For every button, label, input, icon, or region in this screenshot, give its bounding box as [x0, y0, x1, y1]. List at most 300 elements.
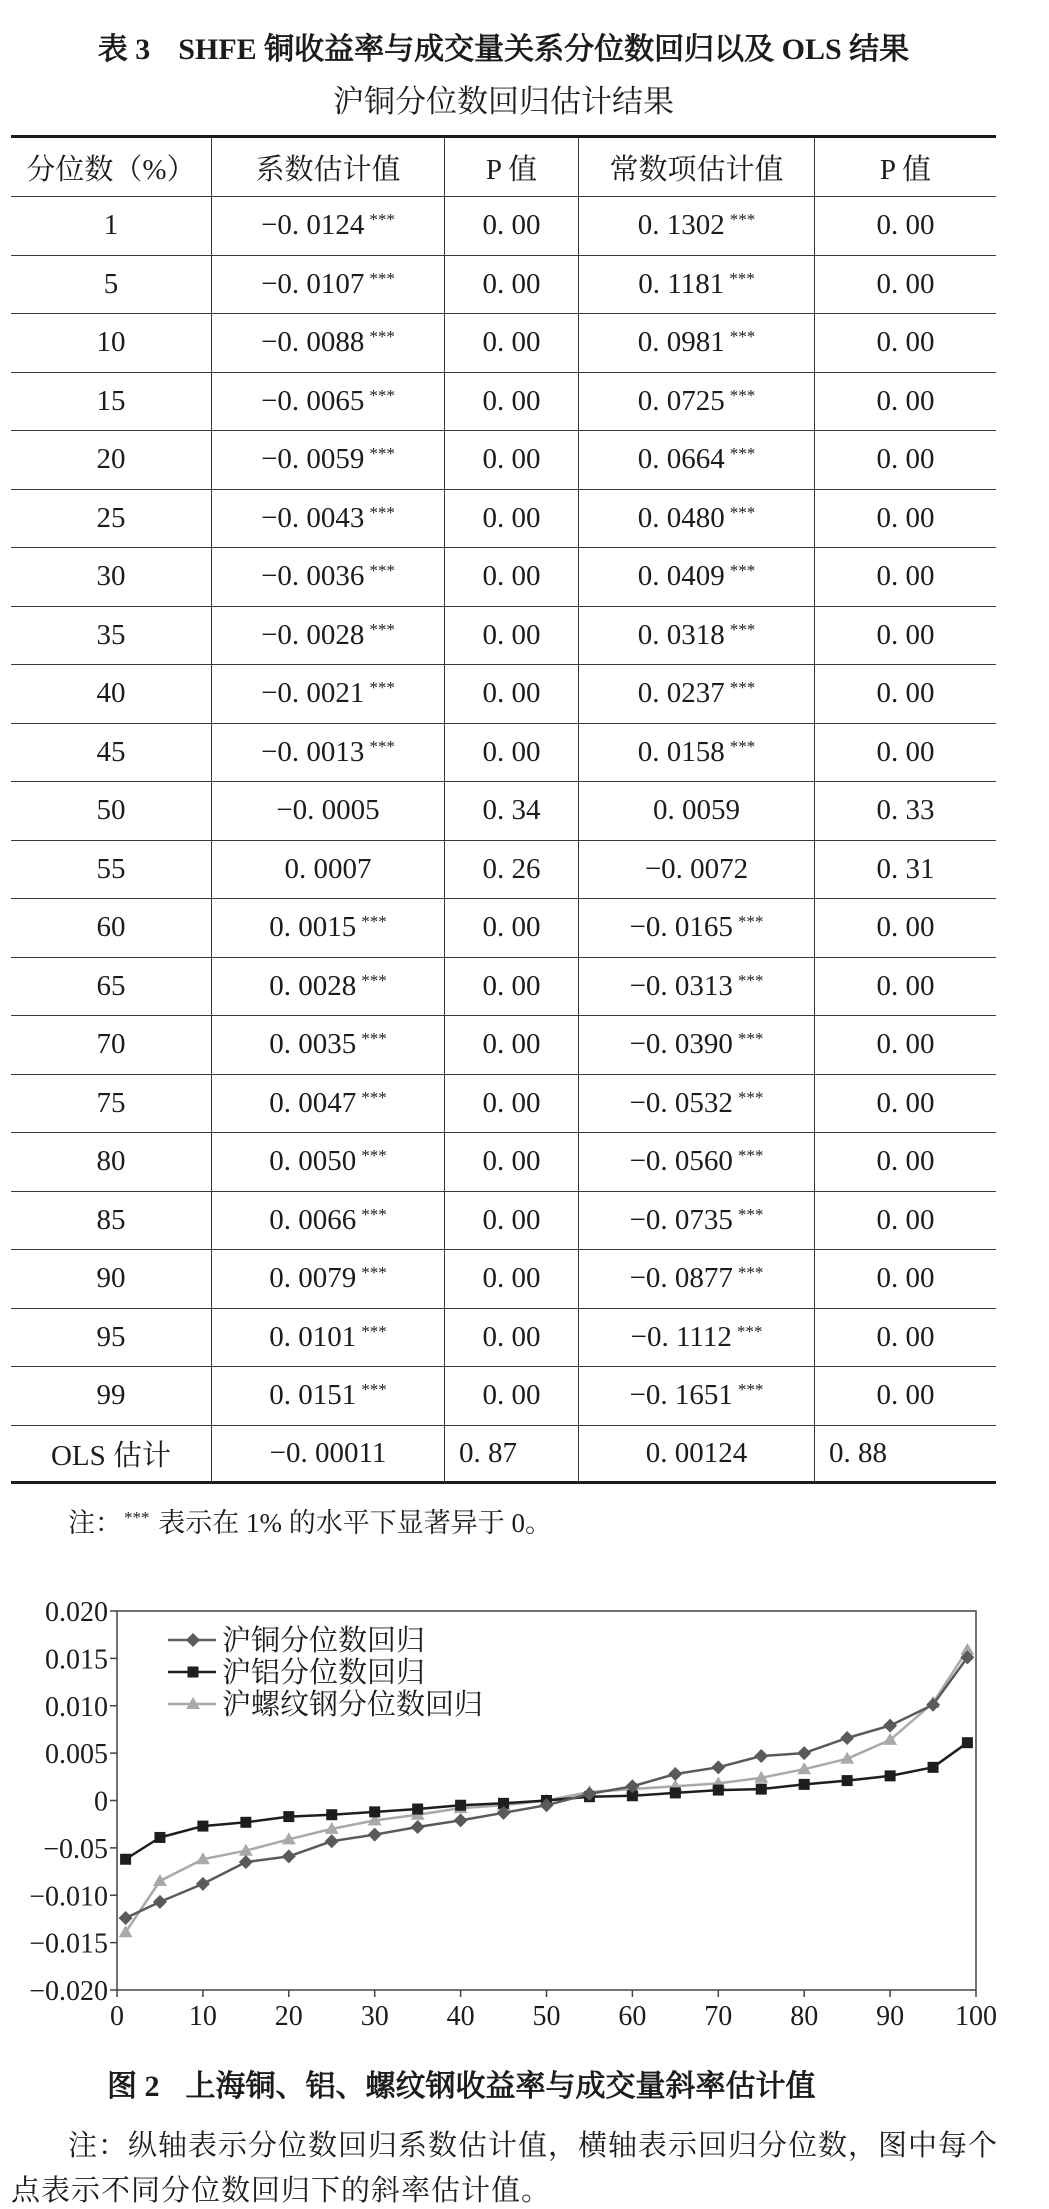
coefficient-cell	[211, 1016, 444, 1074]
quantile-cell	[11, 1250, 211, 1308]
cell-value: −0. 00011	[269, 1436, 387, 1469]
cell-value: 0. 00	[482, 443, 541, 476]
legend-diamond-icon	[186, 1633, 200, 1647]
cell-value: −0. 1112	[630, 1320, 732, 1353]
quantile-cell	[11, 899, 211, 957]
cell-value: 0. 0981	[637, 326, 725, 359]
cell-content	[646, 1437, 748, 1470]
constant-p-cell	[814, 314, 996, 372]
cell-content	[630, 1028, 764, 1061]
table-row	[11, 1016, 996, 1075]
cell-value: 0. 87	[459, 1436, 517, 1469]
series-0-point	[668, 1767, 682, 1781]
significance-mark: ***	[737, 912, 764, 932]
significance-mark: ***	[361, 1029, 387, 1049]
y-tick-label: 0.015	[45, 1644, 108, 1676]
cell-content	[483, 502, 541, 535]
quantile-cell	[11, 841, 211, 899]
constant-p-cell	[814, 899, 996, 957]
cell-value: 0. 0007	[284, 852, 372, 885]
constant-cell	[578, 841, 814, 899]
y-tick-label: 0.010	[45, 1691, 108, 1723]
significance-mark: ***	[369, 327, 395, 347]
legend-label: 沪螺纹钢分位数回归	[222, 1689, 484, 1721]
x-tick-label: 30	[360, 2001, 389, 2032]
cell-value: 0. 00	[482, 618, 541, 651]
header-quantile: 分位数（%）	[26, 153, 196, 186]
cell-value: 0. 0035	[269, 1028, 357, 1061]
cell-content	[261, 560, 395, 593]
cell-content	[483, 853, 541, 886]
coefficient-cell	[211, 958, 444, 1016]
cell-value: −0. 0021	[261, 677, 365, 710]
coefficient-cell	[211, 899, 444, 957]
series-1-point	[756, 1784, 767, 1795]
quantile-cell	[11, 607, 211, 665]
cell-value: −0. 0088	[261, 326, 365, 359]
series-1-point	[283, 1811, 294, 1822]
significance-mark: ***	[361, 1321, 387, 1341]
cell-value: 0. 00	[876, 1262, 935, 1295]
cell-content	[638, 268, 754, 301]
series-1-point	[842, 1775, 853, 1786]
series-0-point	[153, 1895, 167, 1909]
cell-value: 0. 0101	[269, 1320, 357, 1353]
x-tick-label: 80	[790, 2001, 819, 2032]
table-header-row	[11, 138, 996, 197]
legend-square-icon	[188, 1667, 199, 1678]
cell-value: −0. 0124	[261, 209, 365, 242]
regression-table	[11, 135, 996, 1484]
series-1-point	[799, 1779, 810, 1790]
cell-content	[483, 677, 541, 710]
table-row	[11, 256, 996, 315]
significance-mark: ***	[737, 1263, 764, 1283]
figure-number: 图 2	[107, 2070, 160, 2103]
cell-value: 0. 00	[482, 209, 541, 242]
table-row	[11, 665, 996, 724]
cell-content	[483, 911, 541, 944]
coefficient-p-cell	[444, 1075, 578, 1133]
coefficient-p-cell	[444, 490, 578, 548]
quantile-cell	[11, 1133, 211, 1191]
y-tick-label: 0	[94, 1786, 108, 1818]
cell-value: 0. 0015	[269, 911, 357, 944]
significance-mark: ***	[369, 268, 395, 288]
figure-caption-text: 上海铜、铝、螺纹钢收益率与成交量斜率估计值	[185, 2070, 816, 2103]
cell-value: 15	[96, 384, 126, 417]
significance-mark: ***	[737, 1380, 764, 1400]
cell-value: 0. 00	[482, 267, 541, 300]
cell-content	[269, 1204, 387, 1237]
series-1-point	[670, 1787, 681, 1798]
cell-content	[483, 1087, 541, 1120]
cell-content	[877, 1145, 935, 1178]
cell-value: 0. 00	[482, 560, 541, 593]
cell-content	[483, 736, 541, 769]
significance-mark: ***	[124, 1508, 150, 1527]
cell-value: −0. 0043	[261, 501, 365, 534]
constant-cell	[578, 548, 814, 606]
constant-p-cell	[814, 1309, 996, 1367]
constant-cell	[578, 373, 814, 431]
cell-content	[483, 794, 541, 827]
significance-mark: ***	[736, 1321, 763, 1341]
significance-mark: ***	[737, 970, 764, 990]
cell-value: 20	[96, 443, 126, 476]
cell-value: 99	[96, 1379, 126, 1412]
cell-value: 5	[103, 267, 119, 300]
constant-cell	[578, 1367, 814, 1425]
cell-content	[638, 502, 756, 535]
cell-value: −0. 0072	[644, 852, 749, 885]
cell-content	[97, 736, 126, 769]
significance-mark: ***	[361, 1380, 387, 1400]
table-row	[11, 1192, 996, 1251]
cell-value: 0. 00	[482, 1379, 541, 1412]
coefficient-p-cell	[444, 1367, 578, 1425]
figure-note-line: 点表示不同分位数回归下的斜率估计值。	[11, 2175, 552, 2207]
cell-value: 0. 0725	[637, 384, 725, 417]
series-0-point	[411, 1820, 425, 1834]
table-row	[11, 607, 996, 666]
y-tick-label: 0.005	[45, 1739, 108, 1771]
coefficient-p-cell	[444, 548, 578, 606]
cell-content	[638, 385, 756, 418]
table-row	[11, 958, 996, 1017]
cell-value: −0. 0560	[629, 1145, 733, 1178]
cell-value: 0. 0664	[637, 443, 725, 476]
y-tick-label: −0.015	[29, 1928, 108, 1960]
cell-content	[483, 560, 541, 593]
constant-p-cell	[814, 958, 996, 1016]
coefficient-cell	[211, 1367, 444, 1425]
series-1-point	[326, 1809, 337, 1820]
quantile-cell	[11, 1016, 211, 1074]
header-constant: 常数项估计值	[578, 138, 814, 196]
quantile-cell	[11, 490, 211, 548]
coefficient-cell	[211, 1309, 444, 1367]
constant-cell	[578, 1016, 814, 1074]
significance-mark: ***	[729, 327, 756, 347]
coefficient-cell	[211, 256, 444, 314]
cell-value: 0. 00	[482, 1028, 541, 1061]
cell-value: 70	[96, 1028, 126, 1061]
significance-mark: ***	[369, 444, 395, 464]
cell-content	[261, 619, 395, 652]
cell-value: 0. 00	[482, 384, 541, 417]
coefficient-cell	[211, 1133, 444, 1191]
significance-mark: ***	[737, 1029, 764, 1049]
cell-value: −0. 0005	[276, 794, 380, 827]
header-coefficient: 系数估计值	[211, 138, 444, 196]
table-row	[11, 1309, 996, 1368]
significance-mark: ***	[369, 502, 395, 522]
table-row	[11, 431, 996, 490]
table-note	[68, 1506, 552, 1540]
cell-content	[829, 1437, 887, 1470]
series-1-point	[962, 1737, 973, 1748]
table-title	[11, 30, 996, 70]
cell-value: 55	[96, 852, 126, 885]
cell-value: −0. 0877	[629, 1262, 733, 1295]
cell-content	[877, 970, 935, 1003]
cell-content	[631, 1321, 763, 1354]
cell-content	[97, 911, 126, 944]
table-row	[11, 1367, 996, 1426]
coefficient-p-cell	[444, 607, 578, 665]
constant-cell	[578, 607, 814, 665]
series-2-point	[153, 1874, 167, 1886]
cell-content	[483, 209, 541, 242]
cell-value: 35	[96, 618, 126, 651]
series-0-point	[239, 1855, 253, 1869]
constant-cell	[578, 314, 814, 372]
cell-content	[638, 677, 756, 710]
quantile-slope-chart	[0, 1590, 1049, 2040]
cell-value: 0. 00	[876, 384, 935, 417]
constant-p-cell	[814, 197, 996, 255]
cell-value: 0. 33	[876, 794, 935, 827]
cell-content	[269, 911, 387, 944]
cell-value: 90	[96, 1262, 126, 1295]
constant-cell	[578, 431, 814, 489]
cell-content	[261, 385, 395, 418]
cell-content	[483, 1145, 541, 1178]
cell-value: 0. 00	[482, 1320, 541, 1353]
cell-content	[638, 560, 756, 593]
coefficient-p-cell	[444, 1426, 578, 1482]
cell-content	[877, 443, 935, 476]
constant-cell	[578, 1426, 814, 1482]
table-row	[11, 1133, 996, 1192]
table-row	[11, 1250, 996, 1309]
series-0-point	[325, 1834, 339, 1848]
constant-cell	[578, 1250, 814, 1308]
x-tick-label: 90	[876, 2001, 905, 2032]
legend-label: 沪铜分位数回归	[222, 1625, 426, 1657]
quantile-cell	[11, 431, 211, 489]
cell-content	[97, 326, 126, 359]
cell-value: −0. 1651	[629, 1379, 733, 1412]
coefficient-cell	[211, 665, 444, 723]
cell-content	[877, 911, 935, 944]
coefficient-p-cell	[444, 841, 578, 899]
constant-cell	[578, 958, 814, 1016]
cell-content	[276, 794, 379, 827]
cell-content	[97, 1087, 126, 1120]
x-tick-label: 60	[618, 2001, 647, 2032]
cell-value: 25	[96, 501, 126, 534]
cell-value: 0. 88	[829, 1436, 887, 1469]
cell-value: 0. 0059	[653, 794, 740, 827]
cell-content	[97, 677, 126, 710]
coefficient-cell	[211, 490, 444, 548]
cell-value: −0. 0532	[629, 1086, 733, 1119]
cell-content	[269, 1028, 387, 1061]
cell-content	[97, 619, 126, 652]
cell-content	[261, 209, 395, 242]
cell-content	[877, 853, 935, 886]
significance-mark: ***	[361, 912, 387, 932]
constant-p-cell	[814, 782, 996, 840]
cell-content	[104, 209, 119, 242]
table-note-text: 表示在 1% 的水平下显著异于 0。	[151, 1508, 552, 1538]
cell-content	[483, 326, 541, 359]
cell-value: 0. 00	[876, 1086, 935, 1119]
cell-value: 0. 00	[876, 501, 935, 534]
cell-content	[97, 1379, 126, 1412]
quantile-cell	[11, 1367, 211, 1425]
quantile-cell	[11, 665, 211, 723]
constant-p-cell	[814, 1367, 996, 1425]
cell-value: −0. 0059	[261, 443, 365, 476]
series-1-point	[369, 1806, 380, 1817]
cell-content	[261, 677, 395, 710]
cell-content	[877, 209, 935, 242]
series-0-point	[282, 1849, 296, 1863]
x-tick-label: 20	[274, 2001, 303, 2032]
cell-value: 0. 0318	[637, 618, 725, 651]
significance-mark: ***	[729, 736, 756, 756]
constant-cell	[578, 724, 814, 782]
x-tick-label: 40	[446, 2001, 475, 2032]
cell-value: 0. 0237	[637, 677, 725, 710]
coefficient-p-cell	[444, 1192, 578, 1250]
cell-value: 0. 00	[482, 1086, 541, 1119]
x-tick-label: 100	[955, 2001, 997, 2032]
cell-value: −0. 0165	[629, 911, 733, 944]
coefficient-p-cell	[444, 1309, 578, 1367]
table-row	[11, 197, 996, 256]
cell-value: 0. 00	[876, 1145, 935, 1178]
table-number: 表 3	[97, 33, 151, 66]
coefficient-cell	[211, 314, 444, 372]
constant-p-cell	[814, 548, 996, 606]
cell-value: 75	[96, 1086, 126, 1119]
series-1-point	[885, 1770, 896, 1781]
quantile-cell	[11, 1192, 211, 1250]
constant-p-cell	[814, 1016, 996, 1074]
cell-value: 0. 00	[876, 209, 935, 242]
table-row	[11, 724, 996, 783]
cell-value: 0. 00	[876, 969, 935, 1002]
cell-value: 0. 00	[876, 677, 935, 710]
table-row	[11, 1426, 996, 1485]
constant-p-cell	[814, 1133, 996, 1191]
coefficient-p-cell	[444, 373, 578, 431]
cell-content	[261, 443, 395, 476]
quantile-cell	[11, 314, 211, 372]
constant-cell	[578, 899, 814, 957]
cell-content	[630, 1204, 764, 1237]
table-note-prefix: 注：	[68, 1508, 122, 1538]
constant-cell	[578, 490, 814, 548]
cell-content	[645, 853, 748, 886]
cell-content	[877, 1379, 935, 1412]
cell-content	[97, 443, 126, 476]
cell-value: 0. 00	[482, 1203, 541, 1236]
table-row	[11, 899, 996, 958]
cell-content	[261, 326, 395, 359]
coefficient-cell	[211, 1192, 444, 1250]
cell-value: 0. 00	[482, 911, 541, 944]
significance-mark: ***	[737, 1146, 764, 1166]
cell-value: 1	[103, 209, 119, 242]
coefficient-p-cell	[444, 256, 578, 314]
cell-content	[459, 1437, 517, 1470]
cell-content	[877, 1028, 935, 1061]
constant-cell	[578, 1309, 814, 1367]
cell-content	[97, 853, 126, 886]
series-0-point	[454, 1813, 468, 1827]
significance-mark: ***	[729, 385, 756, 405]
cell-value: 0. 0480	[637, 501, 725, 534]
cell-value: 0. 0151	[269, 1379, 357, 1412]
cell-content	[877, 736, 935, 769]
cell-content	[877, 1204, 935, 1237]
significance-mark: ***	[369, 385, 395, 405]
cell-content	[483, 619, 541, 652]
significance-mark: ***	[361, 1204, 387, 1224]
cell-value: 0. 0028	[269, 969, 357, 1002]
significance-mark: ***	[729, 561, 756, 581]
coefficient-p-cell	[444, 1016, 578, 1074]
quantile-cell	[11, 373, 211, 431]
cell-value: 0. 00	[876, 443, 935, 476]
significance-mark: ***	[729, 268, 755, 288]
constant-p-cell	[814, 1075, 996, 1133]
cell-content	[483, 268, 541, 301]
cell-content	[630, 1379, 764, 1412]
constant-p-cell	[814, 1426, 996, 1482]
constant-p-cell	[814, 607, 996, 665]
cell-value: 0. 00	[876, 1203, 935, 1236]
significance-mark: ***	[361, 1087, 387, 1107]
table-row	[11, 490, 996, 549]
cell-content	[97, 560, 126, 593]
x-tick-label: 10	[188, 2001, 217, 2032]
table-title-text: SHFE 铜收益率与成交量关系分位数回归以及 OLS 结果	[178, 33, 910, 66]
table-row	[11, 841, 996, 900]
constant-p-cell	[814, 1192, 996, 1250]
series-1-point	[154, 1832, 165, 1843]
cell-content	[269, 1145, 387, 1178]
cell-content	[877, 560, 935, 593]
series-1-point	[240, 1817, 251, 1828]
coefficient-cell	[211, 607, 444, 665]
cell-value: 0. 00	[876, 1379, 935, 1412]
cell-content	[483, 1379, 541, 1412]
cell-content	[638, 326, 756, 359]
significance-mark: ***	[729, 619, 756, 639]
cell-value: 40	[96, 677, 126, 710]
series-0-point	[368, 1828, 382, 1842]
cell-content	[97, 1145, 126, 1178]
cell-value: 0. 00	[876, 267, 935, 300]
cell-content	[653, 794, 740, 827]
cell-content	[877, 326, 935, 359]
cell-value: 0. 00	[482, 1145, 541, 1178]
header-coefficient-p: P 值	[444, 138, 578, 196]
table-body	[11, 197, 996, 1484]
cell-content	[269, 1087, 387, 1120]
coefficient-p-cell	[444, 782, 578, 840]
series-1-point	[713, 1785, 724, 1796]
cell-content	[630, 970, 764, 1003]
cell-value: 85	[96, 1203, 126, 1236]
figure-caption	[107, 2067, 816, 2107]
